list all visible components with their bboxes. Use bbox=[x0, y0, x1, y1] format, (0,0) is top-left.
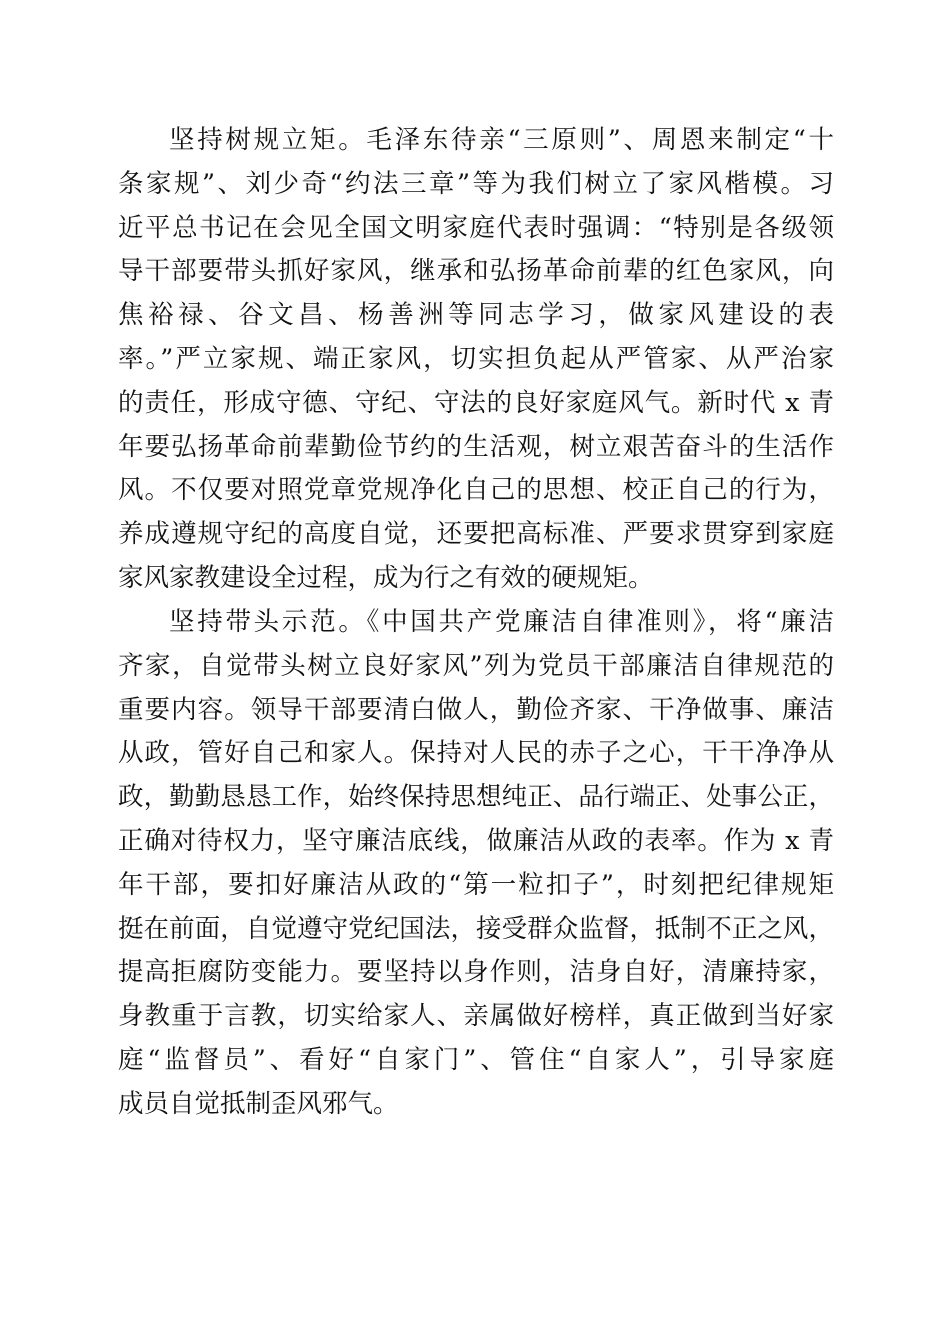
paragraph-line: 政，勤勤恳恳工作，始终保持思想纯正、品行端正、处事公正， bbox=[118, 782, 834, 813]
paragraph-1 bbox=[118, 119, 834, 601]
paragraph-line: 从政，管好自己和家人。保持对人民的赤子之心，干干净净从 bbox=[118, 738, 834, 769]
paragraph-line: 近平总书记在会见全国文明家庭代表时强调：“特别是各级领 bbox=[118, 212, 834, 243]
paragraph-line: 坚持树规立矩。毛泽东待亲“三原则”、周恩来制定“十 bbox=[169, 125, 834, 155]
paragraph-line: 的责任，形成守德、守纪、守法的良好家庭风气。新时代 x 青 bbox=[118, 387, 834, 418]
paragraph-line: 提高拒腐防变能力。要坚持以身作则，洁身自好，清廉持家， bbox=[118, 957, 834, 988]
paragraph-line: 焦裕禄、谷文昌、杨善洲等同志学习，做家风建设的表 bbox=[118, 300, 834, 331]
paragraph-2 bbox=[118, 601, 834, 1127]
paragraph-line: 年干部，要扣好廉洁从政的“第一粒扣子”，时刻把纪律规矩 bbox=[118, 869, 834, 900]
paragraph-line: 身教重于言教，切实给家人、亲属做好榜样，真正做到当好家 bbox=[118, 1001, 834, 1032]
paragraph-line: 坚持带头示范。《中国共产党廉洁自律准则》，将“廉洁 bbox=[169, 607, 834, 637]
paragraph-line: 风。不仅要对照党章党规净化自己的思想、校正自己的行为， bbox=[118, 475, 834, 506]
paragraph-line: 正确对待权力，坚守廉洁底线，做廉洁从政的表率。作为 x 青 bbox=[118, 825, 834, 856]
paragraph-line: 导干部要带头抓好家风，继承和弘扬革命前辈的红色家风，向 bbox=[118, 256, 834, 287]
paragraph-line: 重要内容。领导干部要清白做人，勤俭齐家、干净做事、廉洁 bbox=[118, 694, 834, 725]
paragraph-line: 挺在前面，自觉遵守党纪国法，接受群众监督，抵制不正之风， bbox=[118, 913, 834, 944]
paragraph-line: 家风家教建设全过程，成为行之有效的硬规矩。 bbox=[118, 562, 654, 593]
paragraph-line: 成员自觉抵制歪风邪气。 bbox=[118, 1088, 399, 1119]
paragraph-line: 条家规”、刘少奇“约法三章”等为我们树立了家风楷模。习 bbox=[118, 168, 834, 199]
paragraph-line: 庭“监督员”、看好“自家门”、管住“自家人”，引导家庭 bbox=[118, 1044, 834, 1075]
paragraph-line: 养成遵规守纪的高度自觉，还要把高标准、严要求贯穿到家庭 bbox=[118, 519, 834, 550]
paragraph-line: 齐家，自觉带头树立良好家风”列为党员干部廉洁自律规范的 bbox=[118, 650, 834, 681]
paragraph-line: 年要弘扬革命前辈勤俭节约的生活观，树立艰苦奋斗的生活作 bbox=[118, 431, 834, 462]
paragraph-line: 率。”严立家规、端正家风，切实担负起从严管家、从严治家 bbox=[118, 343, 834, 374]
